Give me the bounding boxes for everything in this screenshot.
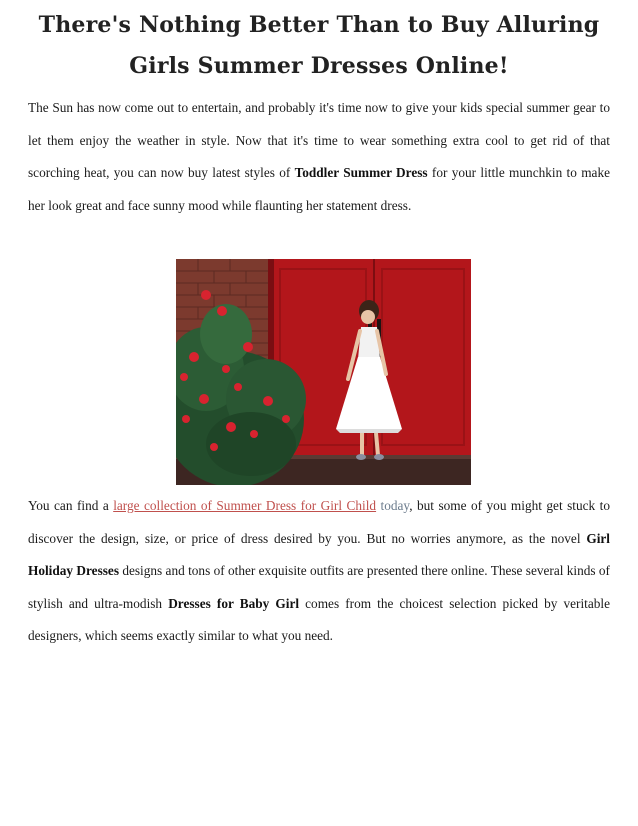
girl-holiday-dresses-bold: Girl Holiday Dresses xyxy=(28,530,610,579)
today-text: today xyxy=(376,498,410,513)
collection-text-3: designs and tons of other exquisite outfits are presented there online. These several kinds of stylish and ultra-modish xyxy=(28,563,610,611)
summer-dress-collection-link[interactable]: large collection of Summer Dress for Girl Child xyxy=(113,498,377,513)
collection-text-1: You can find a xyxy=(28,498,114,513)
collection-paragraph xyxy=(28,490,610,653)
collection-text-4: comes from the choicest selection picked by veritable designers, which seems exactly similar to what you need. xyxy=(28,595,611,644)
intro-text-1: The Sun has now come out to entertain, and probably it's time now to give your kids special summer gear to let them enjoy the weather in style. Now that it's time to wear something extra cool to get rid of that scorching heat, you can now buy latest styles of xyxy=(28,100,610,181)
intro-text-2: for your little munchkin to make her look great and face sunny mood while flaunting her statement dress. xyxy=(28,165,610,213)
girl-in-white-dress-photo xyxy=(176,259,471,485)
toddler-summer-dress-bold: Toddler Summer Dress xyxy=(294,165,428,181)
collection-text-2: , but some of you might get stuck to discover the design, size, or price of dress desired by you. But no worries anymore, as the novel xyxy=(28,498,610,546)
article-title: There's Nothing Better Than to Buy Alluring Girls Summer Dresses Online! xyxy=(38,12,600,79)
dresses-for-baby-girl-bold: Dresses for Baby Girl xyxy=(168,595,300,611)
intro-paragraph xyxy=(28,92,610,222)
